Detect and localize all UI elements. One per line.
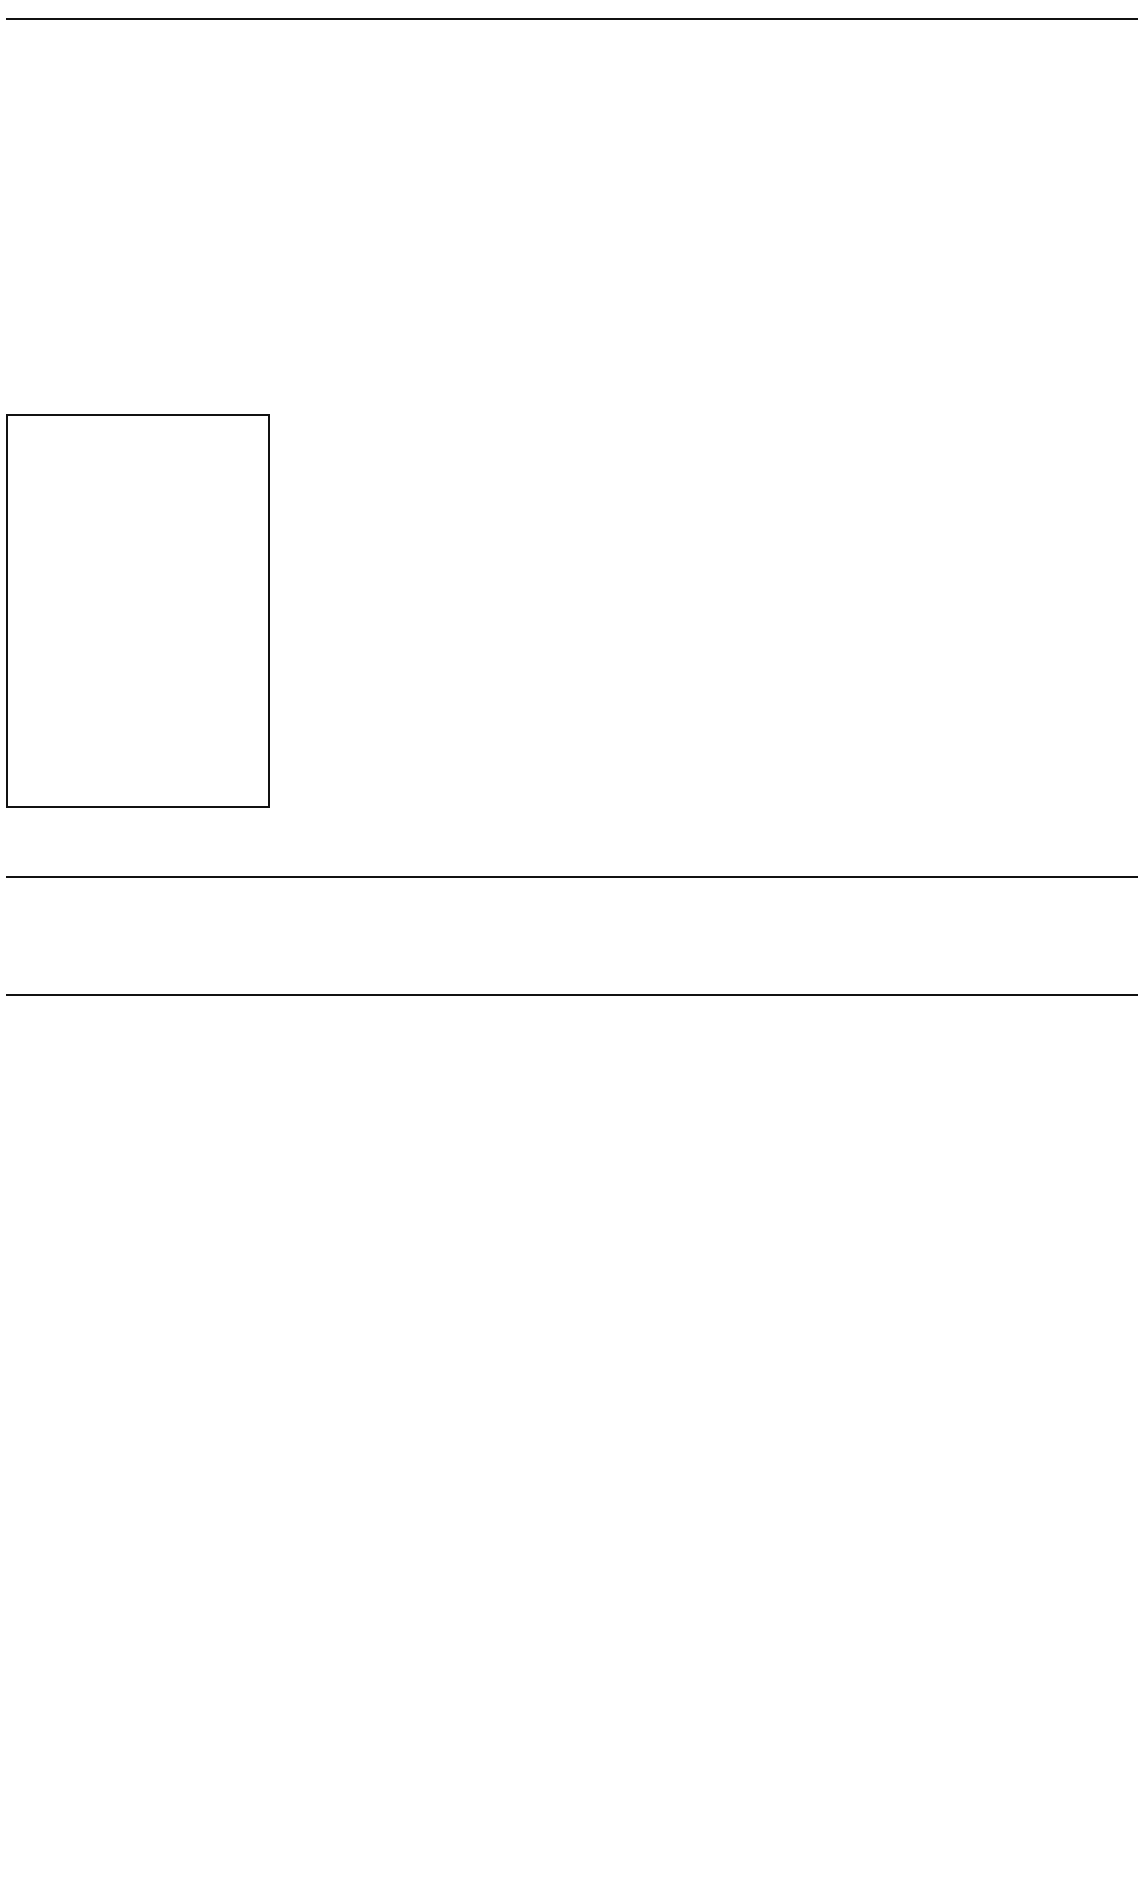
clearance-sale-ad — [6, 414, 270, 808]
service-guide-section — [6, 998, 1138, 1864]
home-service-guide-banner — [6, 876, 1138, 996]
running-header — [6, 4, 1138, 20]
